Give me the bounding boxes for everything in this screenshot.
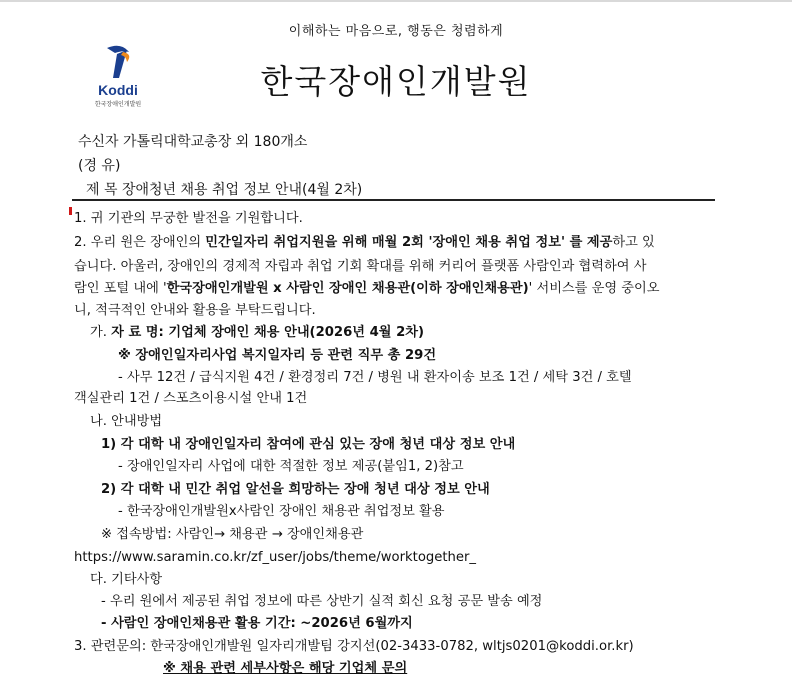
section-ga-list-line-1: - 사무 12건 / 급식지원 4건 / 환경정리 7건 / 병원 내 환자이송 보조 1건 / 세탁 3건 / 호텔 [118, 370, 632, 385]
logo-name: Koddi [98, 82, 138, 98]
section-na-item-2: 2) 각 대학 내 민간 취업 알선을 희망하는 장애 청년 대상 정보 안내 [101, 482, 490, 497]
access-method: ※ 접속방법: 사람인→ 채용관 → 장애인채용관 [101, 527, 364, 542]
recipient-line: 수신자 가톨릭대학교총장 외 180개소 [78, 134, 308, 150]
paragraph-3-contact: 3. 관련문의: 한국장애인개발원 일자리개발팀 강지선(02-3433-0782, wltjs0201@koddi.or.kr) [74, 639, 634, 654]
paragraph-2-line-2: 습니다. 아울러, 장애인의 경제적 자립과 취업 기회 확대를 위해 커리어 플랫폼 사람인과 협력하여 사 [74, 259, 647, 274]
logo-subtitle: 한국장애인개발원 [94, 101, 142, 108]
section-na-title: 나. 안내방법 [90, 414, 163, 429]
paragraph-2-line-3: 람인 포털 내에 '한국장애인개발원 x 사람인 장애인 채용관(이하 장애인채용관)' 서비스를 운영 중이오 [74, 281, 660, 296]
paragraph-2-line-1: 2. 우리 원은 장애인의 민간일자리 취업지원을 위해 매월 2회 '장애인 채용 취업 정보' 를 제공하고 있 [74, 235, 655, 250]
section-na-item-1: 1) 각 대학 내 장애인일자리 참여에 관심 있는 장애 청년 대상 정보 안내 [101, 437, 516, 452]
paragraph-2-line-4: 니, 적극적인 안내와 활용을 부탁드립니다. [74, 303, 316, 318]
section-da-item-2: - 사람인 장애인채용관 활용 기간: ~2026년 6월까지 [101, 616, 413, 631]
subject-line: 제 목 장애청년 채용 취업 정보 안내(4월 2차) [86, 182, 363, 198]
section-ga-note: ※ 장애인일자리사업 복지일자리 등 관련 직무 총 29건 [118, 348, 437, 363]
section-da-item-1: - 우리 원에서 제공된 취업 정보에 따른 상반기 실적 회신 요청 공문 발송 예정 [101, 594, 543, 609]
organization-title: 한국장애인개발원 [260, 62, 532, 101]
footnote: ※ 채용 관련 세부사항은 해당 기업체 문의 [163, 661, 408, 676]
section-da-title: 다. 기타사항 [90, 572, 163, 587]
motto: 이해하는 마음으로, 행동은 청렴하게 [288, 24, 504, 39]
via-line: (경 유) [78, 158, 121, 174]
section-na-item-1-sub: - 장애인일자리 사업에 대한 적절한 정보 제공(붙임1, 2)참고 [118, 459, 464, 474]
section-ga-title: 가. 자 료 명: 기업체 장애인 채용 안내(2026년 4월 2차) [90, 325, 425, 340]
red-mark [69, 207, 72, 215]
section-na-item-2-sub: - 한국장애인개발원x사람인 장애인 채용관 취업정보 활용 [118, 504, 445, 519]
section-ga-list-line-2: 객실관리 1건 / 스포츠이용시설 안내 1건 [74, 391, 308, 406]
paragraph-1: 1. 귀 기관의 무궁한 발전을 기원합니다. [74, 211, 303, 226]
top-border [0, 0, 792, 2]
saramin-url-link[interactable]: https://www.saramin.co.kr/zf_user/jobs/theme/worktogether_ [74, 550, 477, 565]
header-divider [72, 199, 715, 201]
